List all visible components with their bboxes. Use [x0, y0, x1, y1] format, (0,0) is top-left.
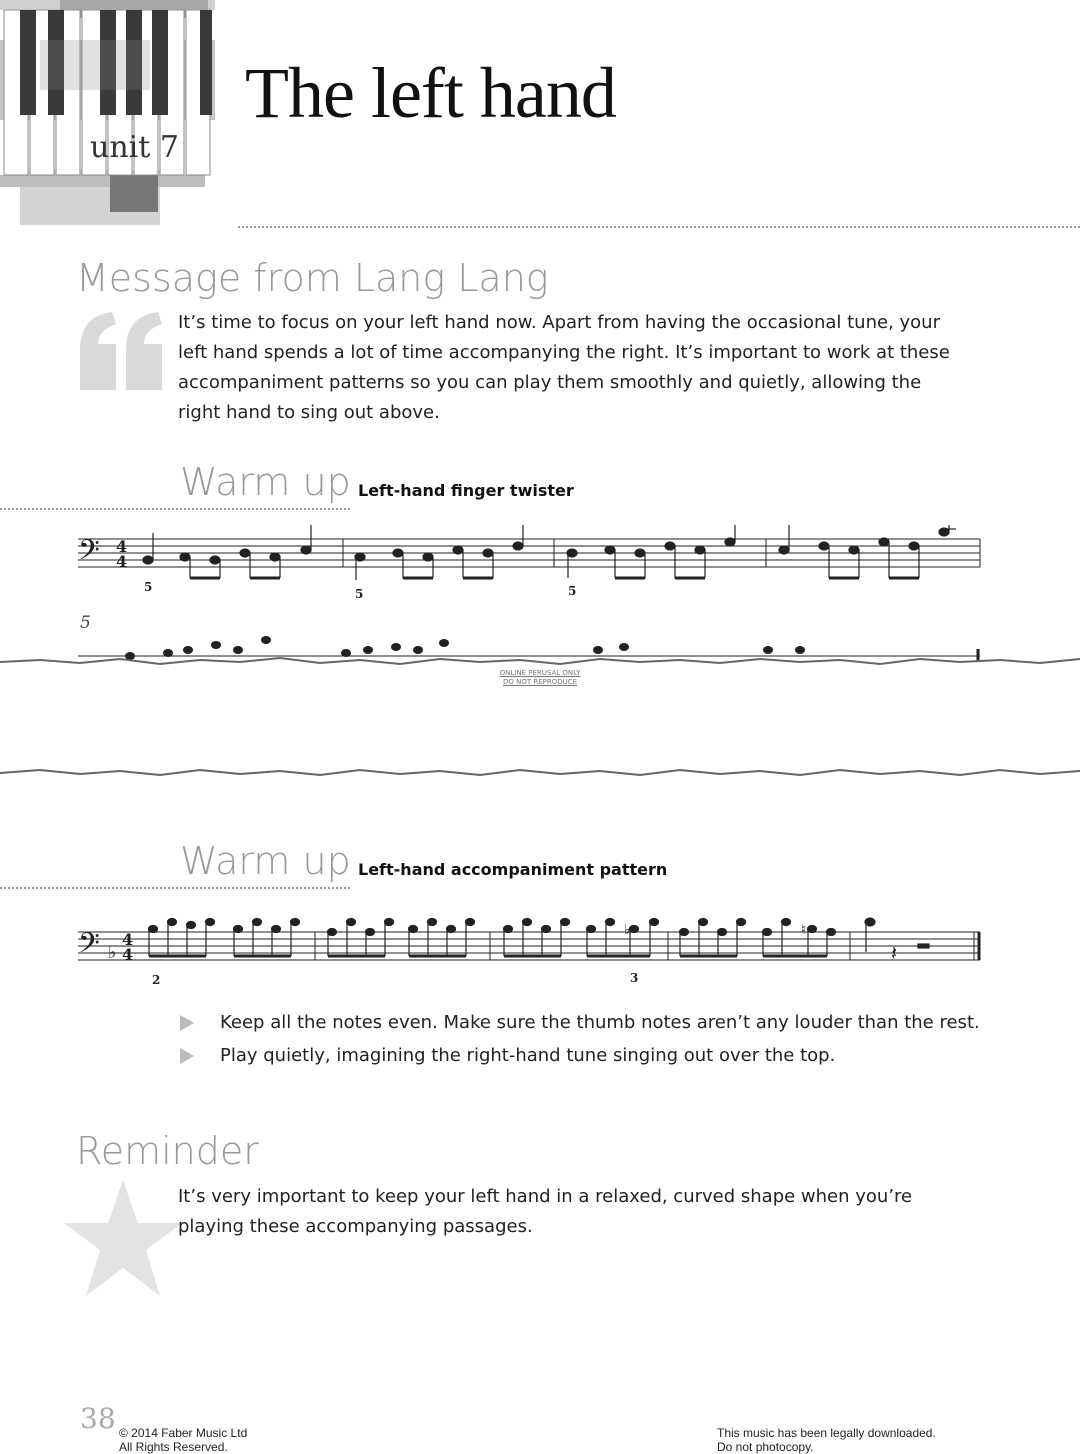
bullet-triangle-icon — [180, 1015, 194, 1031]
message-line: accompaniment patterns so you can play them smoothly and quietly, allowing the — [178, 372, 922, 393]
title-divider — [238, 226, 1080, 228]
bullet-item — [180, 1008, 980, 1038]
quarter-rest-icon: 𝄽 — [891, 941, 898, 965]
svg-text:4: 4 — [122, 945, 134, 964]
download-notice — [717, 1426, 936, 1454]
copyright — [119, 1426, 247, 1454]
torn-edge-bottom — [0, 755, 1080, 785]
fingering-2: 2 — [152, 973, 161, 987]
watermark-line: ONLINE PERUSAL ONLY — [499, 669, 581, 677]
unit-label: unit 7 — [90, 130, 179, 165]
bullet-text: Play quietly, imagining the right-hand tune singing out over the top. — [220, 1045, 836, 1066]
message-line: left hand spends a lot of time accompanying the right. It’s important to work at these — [178, 342, 950, 363]
notice-line: Do not photocopy. — [717, 1440, 814, 1454]
bass-clef-icon: 𝄢 — [78, 927, 100, 967]
message-heading: Message from Lang Lang — [76, 256, 549, 300]
svg-text:4: 4 — [116, 552, 128, 571]
copyright-line: © 2014 Faber Music Ltd — [119, 1426, 248, 1440]
fingering-3: 3 — [630, 971, 639, 985]
quote-mark-icon — [76, 310, 166, 394]
finger-twister-staff — [78, 525, 983, 605]
fingering-5: 5 — [144, 580, 153, 594]
bullet-item — [180, 1041, 835, 1071]
bass-clef-icon: 𝄢 — [78, 534, 100, 574]
message-line: right hand to sing out above. — [178, 402, 440, 423]
perusal-watermark — [0, 669, 1080, 687]
reminder-line: It’s very important to keep your left hand in a relaxed, curved shape when you’re — [178, 1186, 913, 1207]
watermark-line: DO NOT REPRODUCE — [502, 678, 578, 686]
star-icon — [62, 1178, 184, 1302]
warmup1-heading: Warm up — [180, 460, 351, 504]
page-number: 38 — [80, 1402, 116, 1435]
svg-text:4: 4 — [116, 537, 128, 556]
flat-icon: ♭ — [108, 942, 117, 963]
flat-icon: ♭ — [624, 922, 631, 938]
notice-line: This music has been legally downloaded. — [717, 1426, 936, 1440]
measure-number: 5 — [80, 613, 91, 633]
bullet-triangle-icon — [180, 1048, 194, 1064]
warmup1-subtitle: Left-hand finger twister — [358, 481, 574, 500]
piano-keyboard-graphic — [0, 0, 215, 230]
page-title: The left hand — [245, 53, 616, 133]
warmup2-heading: Warm up — [180, 839, 351, 883]
reminder-body — [178, 1182, 1038, 1242]
message-body — [178, 308, 1038, 428]
bullet-text: Keep all the notes even. Make sure the thumb notes aren’t any louder than the rest. — [220, 1012, 980, 1033]
warmup1-divider — [0, 508, 350, 510]
fingering-5: 5 — [355, 587, 364, 601]
warmup2-divider — [0, 887, 350, 889]
accompaniment-staff — [78, 912, 983, 992]
natural-icon: ♮ — [801, 922, 807, 938]
copyright-line: All Rights Reserved. — [119, 1440, 228, 1454]
fingering-5: 5 — [568, 584, 577, 598]
reminder-heading: Reminder — [76, 1129, 259, 1173]
message-line: It’s time to focus on your left hand now. Apart from having the occasional tune, your — [178, 312, 940, 333]
svg-text:4: 4 — [122, 930, 134, 949]
reminder-line: playing these accompanying passages. — [178, 1216, 533, 1237]
warmup2-subtitle: Left-hand accompaniment pattern — [358, 860, 668, 879]
